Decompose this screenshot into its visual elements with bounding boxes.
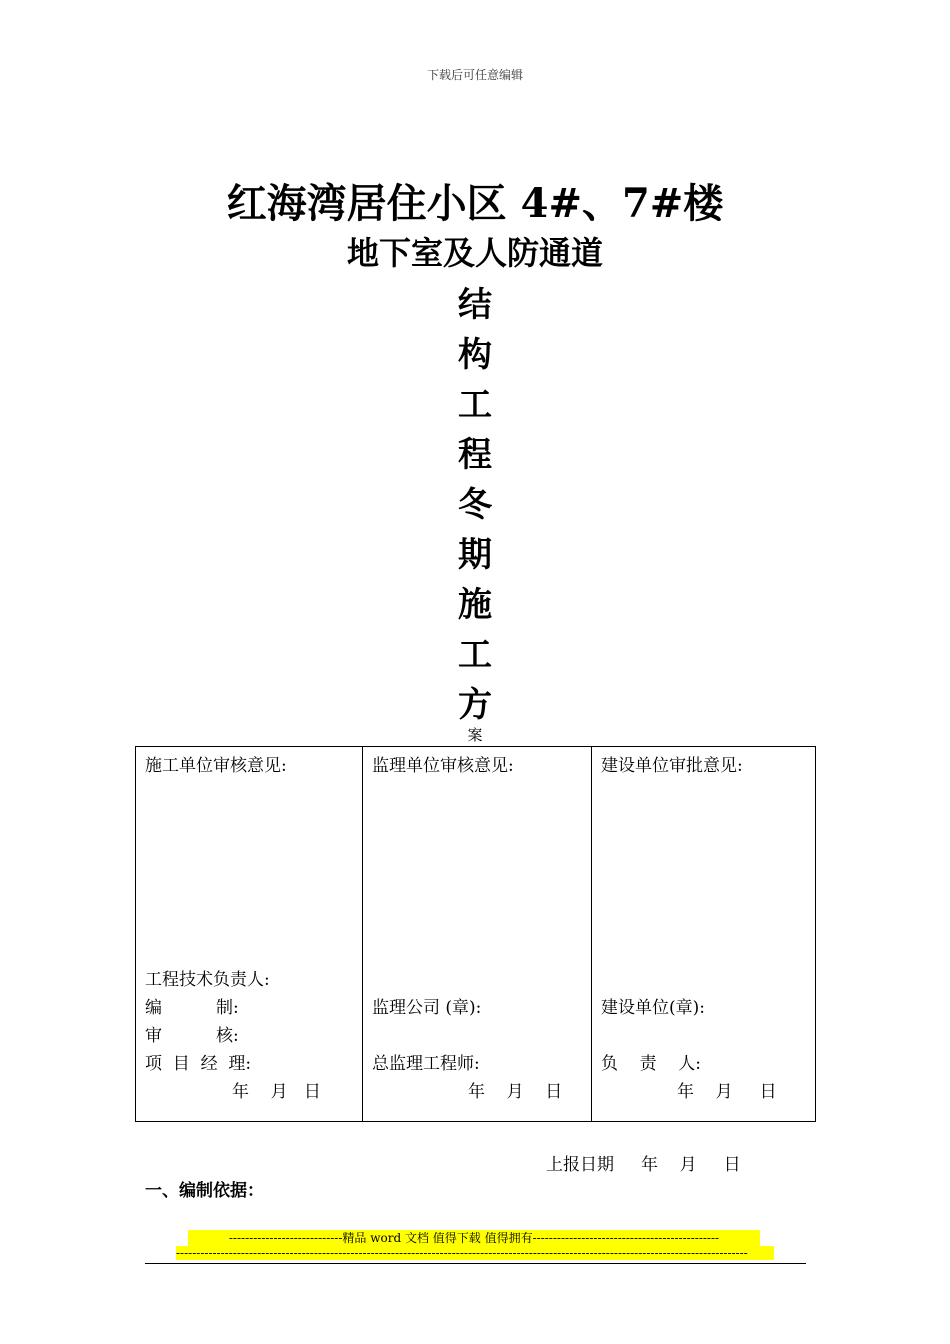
supervision-unit-cell [362, 747, 591, 1121]
owner-unit-label: 建设单位(章): [601, 998, 705, 1018]
vertical-title-char: 程 [458, 435, 492, 475]
owner-responsible-label: 负 责 人: [601, 1054, 701, 1074]
vertical-title-char: 工 [458, 385, 492, 425]
supervision-date-label: 年 月 日 [468, 1082, 563, 1102]
document-title-line2: 地下室及人防通道 [346, 234, 603, 272]
owner-date-label: 年 月 日 [677, 1082, 777, 1102]
construction-unit-heading: 施工单位审核意见: [145, 756, 287, 776]
reviewed-by-label: 审 核: [145, 1026, 239, 1046]
vertical-title-char: 方 [458, 685, 492, 725]
vertical-title-char: 冬 [458, 485, 492, 525]
header-note: 下载后可任意编辑 [426, 68, 523, 82]
construction-date-label: 年 月 日 [232, 1082, 321, 1102]
footer-rule [145, 1263, 806, 1264]
construction-unit-cell [136, 747, 362, 1121]
approval-table [135, 746, 816, 1122]
chief-supervisor-label: 总监理工程师: [372, 1054, 480, 1074]
document-title-line1: 红海湾居住小区 4#、7#楼 [226, 180, 724, 227]
vertical-title-char: 结 [458, 285, 492, 325]
owner-unit-heading: 建设单位审批意见: [601, 756, 743, 776]
tech-lead-label: 工程技术负责人: [145, 970, 270, 990]
compiled-by-label: 编 制: [145, 998, 239, 1018]
section-heading: 一、编制依据： [145, 1181, 264, 1201]
vertical-title-char: 施 [458, 585, 492, 625]
footer-banner: ----------------------------精品 word 文档 值得下载 值得拥有---------------------------------------------- [188, 1230, 760, 1246]
footer-banner-dashes: --------------------------------------------------------------------------------------------------------------------------------------------- [176, 1246, 774, 1260]
vertical-title-char: 构 [458, 335, 492, 375]
vertical-title [435, 280, 515, 730]
report-date: 上报日期 年 月 日 [546, 1155, 741, 1175]
vertical-title-char: 工 [458, 635, 492, 675]
project-manager-label: 项 目 经 理: [145, 1054, 252, 1074]
supervision-unit-heading: 监理单位审核意见: [372, 756, 514, 776]
vertical-title-last-char: 案 [467, 726, 483, 744]
supervision-company-label: 监理公司 (章): [372, 998, 482, 1018]
vertical-title-char: 期 [458, 535, 492, 575]
owner-unit-cell [591, 747, 815, 1121]
